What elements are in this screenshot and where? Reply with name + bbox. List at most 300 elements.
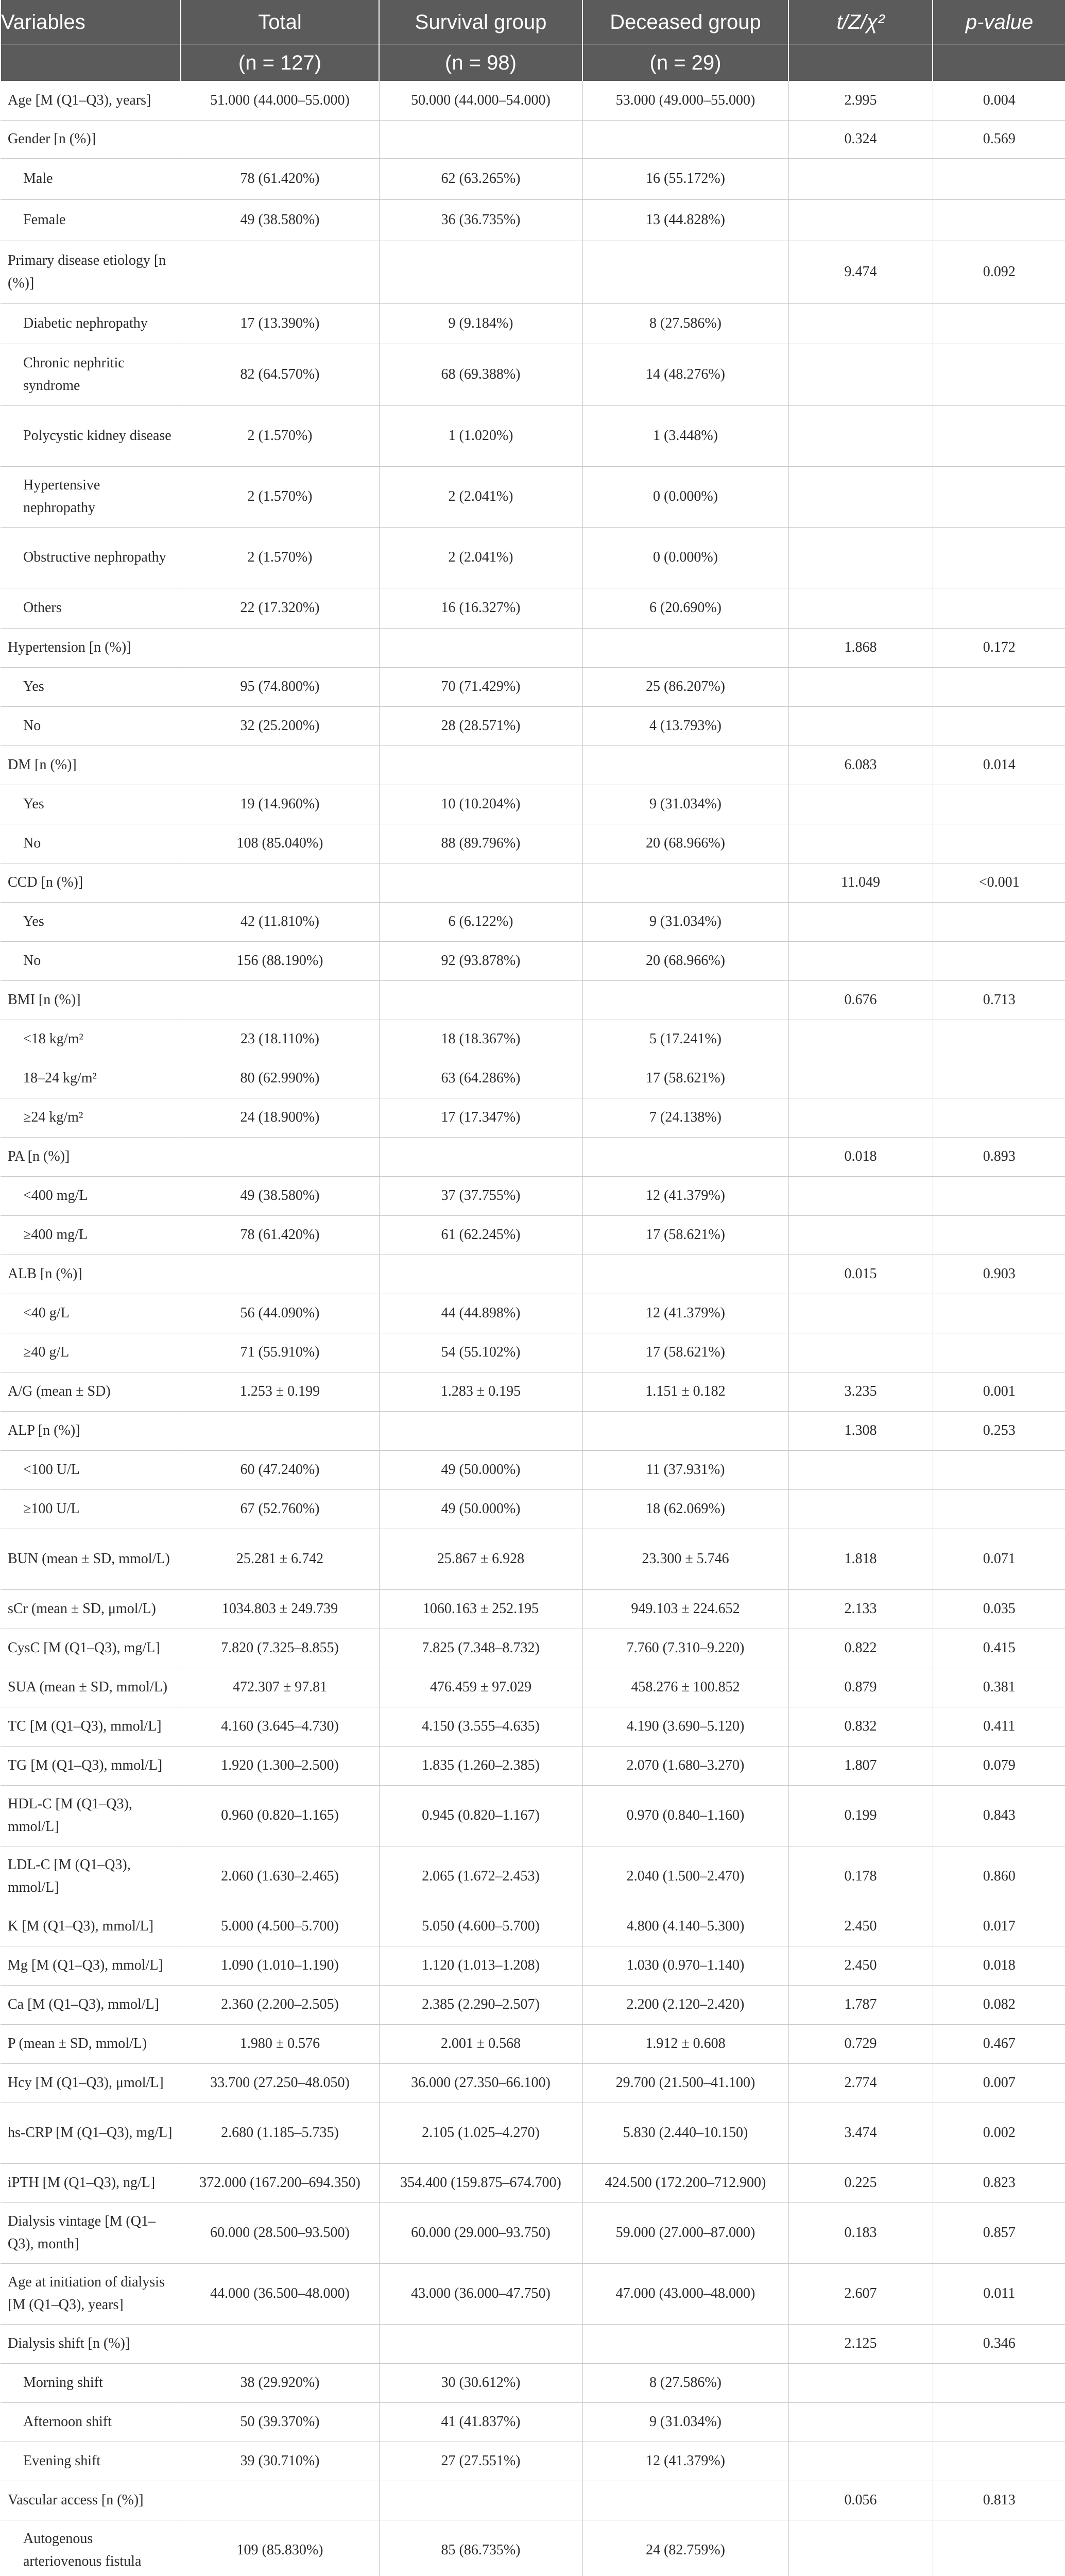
variable-cell: Dialysis shift [n (%)] — [1, 2324, 181, 2363]
variable-cell: <100 U/L — [1, 1450, 181, 1489]
total-cell — [181, 241, 379, 303]
stat-cell: 2.450 — [788, 1946, 933, 1985]
p-value-cell — [933, 1020, 1065, 1059]
variable-cell: Hcy [M (Q1–Q3), μmol/L] — [1, 2063, 181, 2103]
variable-cell: Primary disease etiology [n (%)] — [1, 241, 181, 303]
deceased-cell: 25 (86.207%) — [582, 667, 788, 706]
variable-cell: BUN (mean ± SD, mmol/L) — [1, 1529, 181, 1589]
p-value-cell: 0.002 — [933, 2103, 1065, 2163]
deceased-cell: 4.190 (3.690–5.120) — [582, 1707, 788, 1746]
deceased-cell: 11 (37.931%) — [582, 1450, 788, 1489]
survival-cell: 2 (2.041%) — [379, 527, 582, 588]
variable-cell: Vascular access [n (%)] — [1, 2481, 181, 2520]
table-subrow — [1, 785, 1065, 824]
total-cell: 78 (61.420%) — [181, 1215, 379, 1255]
total-cell — [181, 120, 379, 158]
deceased-cell: 8 (27.586%) — [582, 2363, 788, 2402]
stat-cell: 2.133 — [788, 1589, 933, 1629]
table-subrow — [1, 1215, 1065, 1255]
table-row — [1, 1707, 1065, 1746]
stat-cell: 0.183 — [788, 2202, 933, 2263]
stat-cell — [788, 527, 933, 588]
p-value-cell: <0.001 — [933, 863, 1065, 902]
variable-cell: Male — [1, 158, 181, 199]
stat-cell: 1.787 — [788, 1985, 933, 2024]
stat-cell: 1.308 — [788, 1411, 933, 1450]
total-cell: 71 (55.910%) — [181, 1333, 379, 1372]
survival-cell: 1.120 (1.013–1.208) — [379, 1946, 582, 1985]
variable-cell: K [M (Q1–Q3), mmol/L] — [1, 1907, 181, 1946]
stat-cell — [788, 344, 933, 405]
table-subrow — [1, 1059, 1065, 1098]
total-cell: 108 (85.040%) — [181, 824, 379, 863]
deceased-cell: 16 (55.172%) — [582, 158, 788, 199]
survival-cell: 60.000 (29.000–93.750) — [379, 2202, 582, 2263]
table-subrow — [1, 588, 1065, 628]
p-value-cell — [933, 303, 1065, 344]
stat-cell — [788, 1489, 933, 1529]
total-cell: 109 (85.830%) — [181, 2520, 379, 2576]
deceased-cell: 13 (44.828%) — [582, 199, 788, 241]
deceased-cell: 24 (82.759%) — [582, 2520, 788, 2576]
table-row — [1, 1907, 1065, 1946]
col-header-stat: t/Z/χ² — [788, 0, 933, 45]
total-cell — [181, 628, 379, 667]
table-row — [1, 2024, 1065, 2063]
table-subrow — [1, 1450, 1065, 1489]
total-cell: 472.307 ± 97.81 — [181, 1668, 379, 1707]
col-header-total: Total — [181, 0, 379, 45]
total-cell: 22 (17.320%) — [181, 588, 379, 628]
total-cell: 44.000 (36.500–48.000) — [181, 2263, 379, 2324]
deceased-cell: 5.830 (2.440–10.150) — [582, 2103, 788, 2163]
survival-cell: 85 (86.735%) — [379, 2520, 582, 2576]
table-row — [1, 628, 1065, 667]
variable-cell: ≥40 g/L — [1, 1333, 181, 1372]
table-row — [1, 1529, 1065, 1589]
total-cell: 1.253 ± 0.199 — [181, 1372, 379, 1411]
survival-cell: 2.105 (1.025–4.270) — [379, 2103, 582, 2163]
stat-cell: 0.729 — [788, 2024, 933, 2063]
variable-cell: P (mean ± SD, mmol/L) — [1, 2024, 181, 2063]
total-cell — [181, 980, 379, 1020]
total-cell: 67 (52.760%) — [181, 1489, 379, 1529]
total-cell — [181, 745, 379, 785]
deceased-cell — [582, 1137, 788, 1176]
p-value-cell: 0.001 — [933, 1372, 1065, 1411]
deceased-cell: 5 (17.241%) — [582, 1020, 788, 1059]
table-subrow — [1, 2363, 1065, 2402]
p-value-cell — [933, 2363, 1065, 2402]
header-n-row — [1, 45, 1065, 81]
table-subrow — [1, 902, 1065, 941]
survival-cell: 30 (30.612%) — [379, 2363, 582, 2402]
deceased-cell: 4 (13.793%) — [582, 706, 788, 745]
header-n-survival: (n = 98) — [379, 45, 582, 81]
variable-cell: SUA (mean ± SD, mmol/L) — [1, 1668, 181, 1707]
survival-cell: 4.150 (3.555–4.635) — [379, 1707, 582, 1746]
deceased-cell — [582, 745, 788, 785]
variable-cell: Age [M (Q1–Q3), years] — [1, 81, 181, 120]
p-value-cell: 0.011 — [933, 2263, 1065, 2324]
survival-cell: 43.000 (36.000–47.750) — [379, 2263, 582, 2324]
total-cell: 156 (88.190%) — [181, 941, 379, 980]
total-cell: 42 (11.810%) — [181, 902, 379, 941]
survival-cell: 1 (1.020%) — [379, 405, 582, 466]
stat-cell: 0.676 — [788, 980, 933, 1020]
stat-cell — [788, 2363, 933, 2402]
stat-cell — [788, 405, 933, 466]
survival-cell: 49 (50.000%) — [379, 1489, 582, 1529]
total-cell: 25.281 ± 6.742 — [181, 1529, 379, 1589]
variable-cell: <40 g/L — [1, 1294, 181, 1333]
table-row — [1, 863, 1065, 902]
table-subrow — [1, 2520, 1065, 2576]
survival-cell: 27 (27.551%) — [379, 2442, 582, 2481]
variable-cell: ALB [n (%)] — [1, 1255, 181, 1294]
col-header-variables: Variables — [1, 0, 181, 45]
survival-cell — [379, 2324, 582, 2363]
deceased-cell: 1.151 ± 0.182 — [582, 1372, 788, 1411]
table-row — [1, 1846, 1065, 1907]
p-value-cell — [933, 902, 1065, 941]
variable-cell: iPTH [M (Q1–Q3), ng/L] — [1, 2163, 181, 2202]
survival-cell: 54 (55.102%) — [379, 1333, 582, 1372]
deceased-cell: 12 (41.379%) — [582, 2442, 788, 2481]
p-value-cell — [933, 2402, 1065, 2442]
deceased-cell: 17 (58.621%) — [582, 1333, 788, 1372]
survival-cell — [379, 863, 582, 902]
table-row — [1, 2263, 1065, 2324]
survival-cell — [379, 628, 582, 667]
p-value-cell — [933, 1059, 1065, 1098]
survival-cell: 2.065 (1.672–2.453) — [379, 1846, 582, 1907]
survival-cell: 1060.163 ± 252.195 — [379, 1589, 582, 1629]
p-value-cell: 0.857 — [933, 2202, 1065, 2263]
p-value-cell — [933, 2442, 1065, 2481]
p-value-cell: 0.569 — [933, 120, 1065, 158]
survival-cell: 36.000 (27.350–66.100) — [379, 2063, 582, 2103]
p-value-cell: 0.346 — [933, 2324, 1065, 2363]
p-value-cell — [933, 1098, 1065, 1137]
stat-cell: 1.818 — [788, 1529, 933, 1589]
p-value-cell: 0.017 — [933, 1907, 1065, 1946]
total-cell — [181, 1411, 379, 1450]
stat-cell — [788, 1020, 933, 1059]
total-cell: 2.360 (2.200–2.505) — [181, 1985, 379, 2024]
total-cell: 82 (64.570%) — [181, 344, 379, 405]
total-cell: 49 (38.580%) — [181, 1176, 379, 1215]
total-cell: 60.000 (28.500–93.500) — [181, 2202, 379, 2263]
total-cell — [181, 2481, 379, 2520]
survival-cell: 41 (41.837%) — [379, 2402, 582, 2442]
table-row — [1, 2163, 1065, 2202]
total-cell — [181, 1137, 379, 1176]
variable-cell: PA [n (%)] — [1, 1137, 181, 1176]
stat-cell: 2.607 — [788, 2263, 933, 2324]
total-cell: 1.090 (1.010–1.190) — [181, 1946, 379, 1985]
p-value-cell — [933, 527, 1065, 588]
p-value-cell: 0.823 — [933, 2163, 1065, 2202]
survival-cell — [379, 980, 582, 1020]
p-value-cell: 0.092 — [933, 241, 1065, 303]
survival-cell: 354.400 (159.875–674.700) — [379, 2163, 582, 2202]
stat-cell: 0.324 — [788, 120, 933, 158]
survival-cell — [379, 1137, 582, 1176]
total-cell: 32 (25.200%) — [181, 706, 379, 745]
total-cell: 4.160 (3.645–4.730) — [181, 1707, 379, 1746]
table-row — [1, 120, 1065, 158]
deceased-cell: 0 (0.000%) — [582, 527, 788, 588]
table-subrow — [1, 2442, 1065, 2481]
variable-cell: ≥100 U/L — [1, 1489, 181, 1529]
stat-cell — [788, 667, 933, 706]
table-subrow — [1, 1176, 1065, 1215]
survival-cell: 7.825 (7.348–8.732) — [379, 1629, 582, 1668]
p-value-cell — [933, 405, 1065, 466]
p-value-cell — [933, 824, 1065, 863]
total-cell: 49 (38.580%) — [181, 199, 379, 241]
stat-cell — [788, 588, 933, 628]
survival-cell — [379, 241, 582, 303]
table-row — [1, 2202, 1065, 2263]
stat-cell: 2.995 — [788, 81, 933, 120]
p-value-cell: 0.018 — [933, 1946, 1065, 1985]
table-subrow — [1, 1294, 1065, 1333]
table-subrow — [1, 527, 1065, 588]
variable-cell: Ca [M (Q1–Q3), mmol/L] — [1, 1985, 181, 2024]
variable-cell: <400 mg/L — [1, 1176, 181, 1215]
variable-cell: Obstructive nephropathy — [1, 527, 181, 588]
stat-cell: 2.450 — [788, 1907, 933, 1946]
stat-cell: 0.015 — [788, 1255, 933, 1294]
table-subrow — [1, 1333, 1065, 1372]
deceased-cell: 17 (58.621%) — [582, 1215, 788, 1255]
total-cell: 1034.803 ± 249.739 — [181, 1589, 379, 1629]
stat-cell: 2.774 — [788, 2063, 933, 2103]
survival-cell — [379, 1411, 582, 1450]
stat-cell: 1.868 — [788, 628, 933, 667]
header-n-blank — [933, 45, 1065, 81]
stat-cell: 0.199 — [788, 1785, 933, 1846]
variable-cell: Morning shift — [1, 2363, 181, 2402]
variable-cell: Female — [1, 199, 181, 241]
p-value-cell — [933, 2520, 1065, 2576]
table-subrow — [1, 466, 1065, 527]
p-value-cell: 0.079 — [933, 1746, 1065, 1785]
deceased-cell: 12 (41.379%) — [582, 1294, 788, 1333]
table-row — [1, 1137, 1065, 1176]
survival-cell — [379, 1255, 582, 1294]
stat-cell — [788, 1098, 933, 1137]
total-cell: 38 (29.920%) — [181, 2363, 379, 2402]
deceased-cell — [582, 2481, 788, 2520]
deceased-cell: 9 (31.034%) — [582, 2402, 788, 2442]
total-cell: 0.960 (0.820–1.165) — [181, 1785, 379, 1846]
p-value-cell: 0.467 — [933, 2024, 1065, 2063]
p-value-cell: 0.411 — [933, 1707, 1065, 1746]
deceased-cell: 53.000 (49.000–55.000) — [582, 81, 788, 120]
variable-cell: CysC [M (Q1–Q3), mg/L] — [1, 1629, 181, 1668]
stat-cell: 6.083 — [788, 745, 933, 785]
stat-cell — [788, 785, 933, 824]
total-cell: 7.820 (7.325–8.855) — [181, 1629, 379, 1668]
total-cell: 95 (74.800%) — [181, 667, 379, 706]
stat-cell: 11.049 — [788, 863, 933, 902]
table-subrow — [1, 941, 1065, 980]
variable-cell: Yes — [1, 902, 181, 941]
total-cell: 2 (1.570%) — [181, 466, 379, 527]
deceased-cell — [582, 863, 788, 902]
total-cell — [181, 2324, 379, 2363]
stat-cell: 0.178 — [788, 1846, 933, 1907]
total-cell: 78 (61.420%) — [181, 158, 379, 199]
deceased-cell: 9 (31.034%) — [582, 785, 788, 824]
table-row — [1, 2103, 1065, 2163]
table-subrow — [1, 824, 1065, 863]
variable-cell: Dialysis vintage [M (Q1–Q3), month] — [1, 2202, 181, 2263]
table-row — [1, 1255, 1065, 1294]
deceased-cell: 2.200 (2.120–2.420) — [582, 1985, 788, 2024]
deceased-cell: 1.912 ± 0.608 — [582, 2024, 788, 2063]
stat-cell — [788, 1294, 933, 1333]
p-value-cell — [933, 1333, 1065, 1372]
stat-cell — [788, 1450, 933, 1489]
p-value-cell — [933, 785, 1065, 824]
deceased-cell: 29.700 (21.500–41.100) — [582, 2063, 788, 2103]
table-row — [1, 1372, 1065, 1411]
survival-cell: 62 (63.265%) — [379, 158, 582, 199]
col-header-survival: Survival group — [379, 0, 582, 45]
deceased-cell: 20 (68.966%) — [582, 824, 788, 863]
p-value-cell — [933, 667, 1065, 706]
variable-cell: ≥24 kg/m² — [1, 1098, 181, 1137]
table-subrow — [1, 158, 1065, 199]
total-cell: 50 (39.370%) — [181, 2402, 379, 2442]
deceased-cell: 7.760 (7.310–9.220) — [582, 1629, 788, 1668]
variable-cell: Polycystic kidney disease — [1, 405, 181, 466]
stat-cell — [788, 902, 933, 941]
deceased-cell: 424.500 (172.200–712.900) — [582, 2163, 788, 2202]
table-subrow — [1, 1020, 1065, 1059]
p-value-cell — [933, 1176, 1065, 1215]
variable-cell: Hypertensive nephropathy — [1, 466, 181, 527]
survival-cell: 18 (18.367%) — [379, 1020, 582, 1059]
p-value-cell: 0.014 — [933, 745, 1065, 785]
survival-cell — [379, 120, 582, 158]
stat-cell — [788, 199, 933, 241]
survival-cell: 70 (71.429%) — [379, 667, 582, 706]
variable-cell: Others — [1, 588, 181, 628]
survival-cell: 92 (93.878%) — [379, 941, 582, 980]
total-cell: 39 (30.710%) — [181, 2442, 379, 2481]
survival-cell — [379, 2481, 582, 2520]
p-value-cell: 0.813 — [933, 2481, 1065, 2520]
survival-cell: 476.459 ± 97.029 — [379, 1668, 582, 1707]
variable-cell: DM [n (%)] — [1, 745, 181, 785]
variable-cell: Gender [n (%)] — [1, 120, 181, 158]
total-cell: 2 (1.570%) — [181, 527, 379, 588]
stat-cell — [788, 1059, 933, 1098]
deceased-cell: 4.800 (4.140–5.300) — [582, 1907, 788, 1946]
table-subrow — [1, 2402, 1065, 2442]
variable-cell: hs-CRP [M (Q1–Q3), mg/L] — [1, 2103, 181, 2163]
table-subrow — [1, 1098, 1065, 1137]
survival-cell: 88 (89.796%) — [379, 824, 582, 863]
p-value-cell: 0.071 — [933, 1529, 1065, 1589]
header-n-blank — [788, 45, 933, 81]
table-subrow — [1, 667, 1065, 706]
total-cell: 2.680 (1.185–5.735) — [181, 2103, 379, 2163]
stat-cell: 0.822 — [788, 1629, 933, 1668]
p-value-cell — [933, 941, 1065, 980]
deceased-cell — [582, 1411, 788, 1450]
stat-cell — [788, 1176, 933, 1215]
total-cell: 60 (47.240%) — [181, 1450, 379, 1489]
stat-cell: 3.474 — [788, 2103, 933, 2163]
variable-cell: TC [M (Q1–Q3), mmol/L] — [1, 1707, 181, 1746]
p-value-cell — [933, 1489, 1065, 1529]
survival-cell: 1.835 (1.260–2.385) — [379, 1746, 582, 1785]
variable-cell: Yes — [1, 785, 181, 824]
survival-cell: 44 (44.898%) — [379, 1294, 582, 1333]
table-row — [1, 1785, 1065, 1846]
table-row — [1, 1946, 1065, 1985]
variable-cell: Yes — [1, 667, 181, 706]
stat-cell — [788, 303, 933, 344]
p-value-cell: 0.007 — [933, 2063, 1065, 2103]
variable-cell: sCr (mean ± SD, μmol/L) — [1, 1589, 181, 1629]
variable-cell: ALP [n (%)] — [1, 1411, 181, 1450]
deceased-cell: 12 (41.379%) — [582, 1176, 788, 1215]
total-cell — [181, 1255, 379, 1294]
survival-cell: 0.945 (0.820–1.167) — [379, 1785, 582, 1846]
deceased-cell: 0 (0.000%) — [582, 466, 788, 527]
variable-cell: Chronic nephritic syndrome — [1, 344, 181, 405]
table-row — [1, 2063, 1065, 2103]
survival-cell: 37 (37.755%) — [379, 1176, 582, 1215]
variable-cell: <18 kg/m² — [1, 1020, 181, 1059]
variable-cell: Afternoon shift — [1, 2402, 181, 2442]
table-row — [1, 1746, 1065, 1785]
p-value-cell: 0.415 — [933, 1629, 1065, 1668]
stat-cell: 0.832 — [788, 1707, 933, 1746]
stat-cell — [788, 2402, 933, 2442]
total-cell: 17 (13.390%) — [181, 303, 379, 344]
table-subrow — [1, 199, 1065, 241]
p-value-cell — [933, 158, 1065, 199]
survival-cell: 36 (36.735%) — [379, 199, 582, 241]
survival-cell: 61 (62.245%) — [379, 1215, 582, 1255]
survival-cell: 63 (64.286%) — [379, 1059, 582, 1098]
p-value-cell: 0.713 — [933, 980, 1065, 1020]
deceased-cell: 2.040 (1.500–2.470) — [582, 1846, 788, 1907]
p-value-cell — [933, 1215, 1065, 1255]
variable-cell: CCD [n (%)] — [1, 863, 181, 902]
table-row — [1, 1589, 1065, 1629]
deceased-cell: 1 (3.448%) — [582, 405, 788, 466]
p-value-cell: 0.860 — [933, 1846, 1065, 1907]
variable-cell: A/G (mean ± SD) — [1, 1372, 181, 1411]
variable-cell: 18–24 kg/m² — [1, 1059, 181, 1098]
deceased-cell: 6 (20.690%) — [582, 588, 788, 628]
total-cell: 2.060 (1.630–2.465) — [181, 1846, 379, 1907]
total-cell: 372.000 (167.200–694.350) — [181, 2163, 379, 2202]
total-cell: 19 (14.960%) — [181, 785, 379, 824]
table-row — [1, 2481, 1065, 2520]
table-row — [1, 980, 1065, 1020]
header-row — [1, 0, 1065, 45]
